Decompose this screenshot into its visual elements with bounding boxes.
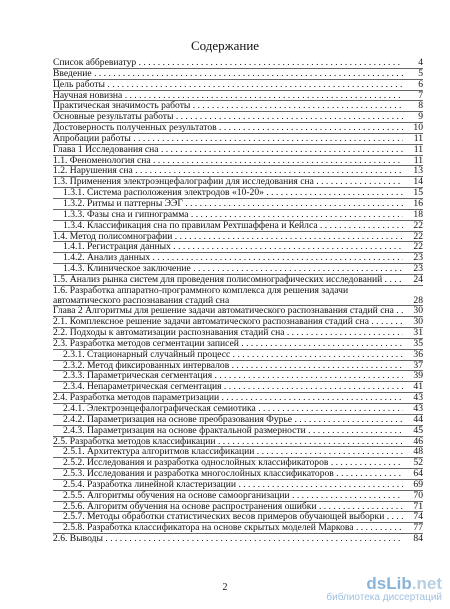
toc-entry <box>53 100 423 111</box>
toc-entry-page: 69 <box>413 478 423 490</box>
toc-entry-label: 2.5. Разработка методов классификации . . . <box>53 437 403 447</box>
toc-entry-label: 2.4.1. Электроэнцефалографическая семиотика . . . <box>53 404 403 414</box>
toc-entry <box>53 79 423 90</box>
toc-entry-page: 22 <box>413 230 423 242</box>
toc-entry-label: 2.5.5. Алгоритмы обучения на основе самоорганизации . . . <box>53 491 403 501</box>
watermark <box>326 574 442 603</box>
toc-entry-page: 24 <box>413 273 423 285</box>
toc-entry-label: 1.3.4. Классификация сна по правилам Рехтшаффена и Кейлса . . . <box>53 221 403 231</box>
toc-entry-page: 8 <box>418 100 423 112</box>
toc-entry <box>53 370 423 381</box>
toc-entry-label: 2.5.6. Алгоритм обучения на основе распространения ошибки . . . <box>53 502 403 512</box>
toc-entry-page: 31 <box>413 327 423 339</box>
toc-entry-label: 1.6. Разработка аппаратно-программного комплекса для решения задачи автоматического распознавания стадий сна <box>53 285 349 306</box>
toc-entry-label: 2.3.4. Непараметрическая сегментация . . . <box>53 382 403 392</box>
toc-entry <box>53 111 423 122</box>
table-of-contents <box>53 58 423 544</box>
toc-entry <box>53 68 423 79</box>
toc-entry-label: Практическая значимость работы . . . <box>53 101 403 111</box>
toc-entry-label: 2.5.3. Исследования и разработка многослойных классификаторов . . . <box>53 469 403 479</box>
toc-entry <box>53 501 423 512</box>
toc-entry <box>53 144 423 155</box>
toc-entry <box>53 122 423 133</box>
toc-entry-page: 7 <box>418 89 423 101</box>
toc-entry-label: 2.4. Разработка методов параметризации . . . <box>53 393 403 403</box>
toc-entry <box>53 511 423 522</box>
toc-entry <box>53 209 423 220</box>
toc-entry-page: 84 <box>413 533 423 545</box>
toc-entry-page: 43 <box>413 403 423 414</box>
toc-entry-label: 2.3.2. Метод фиксированных интервалов . . . <box>53 361 403 371</box>
toc-entry <box>53 176 423 187</box>
toc-entry-page: 14 <box>413 176 423 188</box>
toc-entry-label: 1.4. Метод полисомнографии . . . <box>53 232 403 242</box>
toc-entry-label: 2.3.1. Стационарный случайный процесс . . . <box>53 350 403 360</box>
toc-entry <box>53 457 423 468</box>
toc-entry-label: 1.4.2. Анализ данных . . . <box>53 253 403 263</box>
toc-entry-page: 46 <box>413 435 423 447</box>
toc-entry-label: 2.3.3. Параметрическая сегментация . . . <box>53 371 403 381</box>
toc-entry-label: 1.3.2. Ритмы и паттерны ЭЭГ . . . <box>53 199 403 209</box>
toc-entry <box>53 187 423 198</box>
toc-entry-label: 1.3.3. Фазы сна и гипнограмма . . . <box>53 210 403 220</box>
page-number: 2 <box>222 582 228 593</box>
toc-entry <box>53 305 423 316</box>
toc-entry-label: Глава 1 Исследования сна . . . <box>53 145 403 155</box>
toc-entry-label: 2.5.2. Исследования и разработка одноcлойных классификаторов . . . <box>53 458 403 468</box>
toc-entry-page: 74 <box>413 511 423 523</box>
toc-entry-label: 1.3.1. Система расположения электродов «10-20» . . . <box>53 188 403 198</box>
toc-entry-label: 1.4.3. Клиническое заключение . . . <box>53 264 403 274</box>
toc-entry <box>53 468 423 479</box>
toc-entry-page: 71 <box>413 500 423 512</box>
toc-entry-page: 5 <box>418 67 423 79</box>
toc-entry-page: 23 <box>413 252 423 264</box>
toc-entry <box>53 414 423 425</box>
toc-entry-label: Достоверность полученных результатов . . . <box>53 123 403 133</box>
toc-entry <box>53 58 423 68</box>
toc-entry <box>53 533 423 544</box>
toc-entry-label: 2.3. Разработка методов сегментации записей . . . <box>53 339 403 349</box>
toc-entry-page: 15 <box>413 187 423 199</box>
toc-entry-page: 11 <box>413 132 423 144</box>
toc-entry <box>53 220 423 231</box>
toc-entry-label: 2.5.1. Архитектура алгоритмов классификации . . . <box>53 447 403 457</box>
toc-entry <box>53 381 423 392</box>
toc-entry-label: 1.3. Применения электроэнцефалографии для исследования сна . . . <box>53 177 403 187</box>
watermark-tld: .net <box>411 574 442 593</box>
toc-entry-page: 41 <box>413 381 423 393</box>
toc-entry <box>53 165 423 176</box>
toc-entry-label: 2.5.4. Разработка линейной кластеризации . . . <box>53 480 403 490</box>
toc-entry-page: 18 <box>413 208 423 220</box>
toc-entry-label: Апробации работы . . . <box>53 134 403 144</box>
toc-entry-label: 2.5.8. Разработка классификатора на основе скрытых моделей Маркова . . . <box>53 523 403 533</box>
toc-entry-page: 43 <box>413 392 423 404</box>
toc-entry <box>53 316 423 327</box>
toc-entry-page: 37 <box>413 359 423 371</box>
toc-entry-page: 13 <box>413 165 423 177</box>
toc-entry <box>53 198 423 209</box>
toc-entry-label: 1.4.1. Регистрация данных . . . <box>53 242 403 252</box>
toc-entry <box>53 90 423 101</box>
toc-entry-label: Список аббревиатур . . . <box>53 58 403 68</box>
toc-entry-label: Основные результаты работы . . . <box>53 112 403 122</box>
toc-entry-page: 22 <box>413 241 423 253</box>
watermark-brand: dsLib <box>366 574 412 593</box>
toc-entry-page: 11 <box>413 154 423 166</box>
toc-entry-page: 16 <box>413 197 423 209</box>
toc-entry-label: Научная новизна . . . <box>53 91 403 101</box>
toc-entry-page: 6 <box>418 78 423 90</box>
toc-entry-label: 1.2. Нарушения сна . . . <box>53 166 403 176</box>
toc-entry-page: 70 <box>413 489 423 501</box>
toc-entry <box>53 360 423 371</box>
page-title: Содержание <box>190 38 260 53</box>
watermark-tagline: библиотека диссертаций <box>326 592 442 603</box>
toc-entry-label: 1.1. Феноменология сна . . . <box>53 156 403 166</box>
toc-entry <box>53 231 423 242</box>
toc-entry <box>53 338 423 349</box>
toc-entry <box>53 446 423 457</box>
toc-entry-label: 2.5.7. Методы обработки статистических весов примеров обучающей выборки . . . <box>53 512 403 522</box>
toc-entry-label: 2.2. Подходы к автоматизации распознавания стадий сна . . . <box>53 328 403 338</box>
toc-entry-label: 1.5. Анализ рынка систем для проведения полисомнографических исследований . . . <box>53 275 403 285</box>
toc-entry-page: 35 <box>413 337 423 349</box>
toc-entry-label: 2.4.3. Параметризация на основе фрактальной размерности . . . <box>53 426 403 436</box>
toc-entry-page: 22 <box>413 219 423 231</box>
toc-entry-page: 64 <box>413 468 423 480</box>
toc-entry <box>53 241 423 252</box>
toc-entry-label: Цель работы . . . <box>53 80 403 90</box>
toc-entry <box>53 436 423 447</box>
toc-entry-page: 30 <box>413 316 423 328</box>
toc-entry <box>53 425 423 436</box>
toc-entry-page: 10 <box>413 122 423 134</box>
toc-entry <box>53 274 423 285</box>
toc-entry <box>53 479 423 490</box>
toc-entry-page: 4 <box>418 57 423 68</box>
toc-entry-page: 77 <box>413 522 423 534</box>
toc-entry-page: 39 <box>413 370 423 382</box>
toc-entry-label: Введение . . . <box>53 69 403 79</box>
toc-entry <box>53 263 423 274</box>
toc-entry-page: 36 <box>413 348 423 360</box>
toc-entry-label: 2.4.2. Параметризация на основе преобразования Фурье . . . <box>53 415 403 425</box>
toc-entry <box>53 133 423 144</box>
toc-entry-page: 28 <box>413 294 423 306</box>
toc-entry-page: 9 <box>418 111 423 123</box>
toc-entry-page: 45 <box>413 424 423 436</box>
toc-entry-label: 2.6. Выводы . . . <box>53 534 403 544</box>
toc-entry <box>53 403 423 414</box>
toc-entry-page: 44 <box>413 413 423 425</box>
toc-entry <box>53 522 423 533</box>
toc-entry <box>53 155 423 166</box>
toc-entry <box>53 490 423 501</box>
toc-entry <box>53 252 423 263</box>
toc-entry <box>53 327 423 338</box>
toc-entry <box>53 285 423 306</box>
toc-entry-label: Глава 2 Алгоритмы для решение задачи автоматического распознавания стадий сна . . . <box>53 306 403 316</box>
toc-entry-page: 30 <box>413 305 423 317</box>
toc-entry-page: 48 <box>413 446 423 458</box>
watermark-logo <box>326 574 442 594</box>
toc-entry <box>53 349 423 360</box>
toc-entry-page: 52 <box>413 457 423 469</box>
toc-entry <box>53 392 423 403</box>
toc-entry-page: 11 <box>413 143 423 155</box>
toc-entry-page: 23 <box>413 263 423 275</box>
toc-entry-label: 2.1. Комплексное решение задачи автоматического распознавания стадий сна . . . <box>53 317 403 327</box>
